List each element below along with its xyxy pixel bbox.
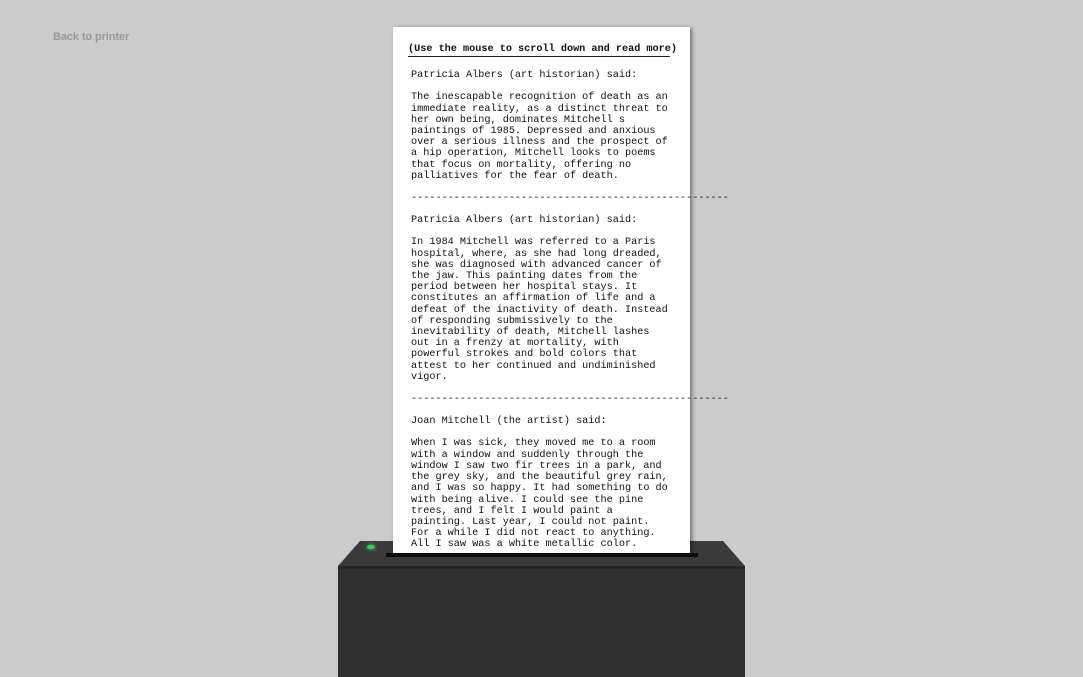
power-led-icon <box>367 545 375 549</box>
printer-front <box>338 569 745 677</box>
entry-divider: ---------------------------------------------------- <box>411 394 729 406</box>
entry-speaker: Joan Mitchell (the artist) said: <box>411 416 607 428</box>
entry-quote: When I was sick, they moved me to a room with a window and suddenly through the window I saw two fir trees in a park, and the grey sky, and the beautiful grey rain, and I was so happy. It had something to do with being alive. I could see the pine trees, and I felt I would paint a painting. Last year, I could not paint. For a while I did not react to anything. All I saw was a white metallic color. <box>411 438 668 551</box>
printer-paper-slot <box>386 553 698 557</box>
paper-content <box>408 44 729 562</box>
entry-speaker: Patricia Albers (art historian) said: <box>411 70 638 82</box>
entry-speaker: Patricia Albers (art historian) said: <box>411 215 638 227</box>
scroll-hint: (Use the mouse to scroll down and read more) <box>408 44 670 57</box>
entry-divider: ---------------------------------------------------- <box>411 193 729 205</box>
entry-quote: The inescapable recognition of death as an immediate reality, as a distinct threat to her own being, dominates Mitchell s paintings of 1985. Depressed and anxious over a serious illness and the prospect of a hip operation, Mitchell looks to poems that focus on mortality, offering no palliatives for the fear of death. <box>411 92 668 182</box>
back-to-printer-link[interactable]: Back to printer <box>53 31 130 43</box>
entry-quote: In 1984 Mitchell was referred to a Paris hospital, where, as she had long dreaded, she was diagnosed with advanced cancer of the jaw. This painting dates from the period between her hospital stays. It constitutes an affirmation of life and a defeat of the inactivity of death. Instead of responding submissively to the inevitability of death, Mitchell lashes out in a frenzy at mortality, with powerful strokes and bold colors that attest to her continued and undiminished vigor. <box>411 237 668 383</box>
printed-paper[interactable] <box>393 27 729 553</box>
